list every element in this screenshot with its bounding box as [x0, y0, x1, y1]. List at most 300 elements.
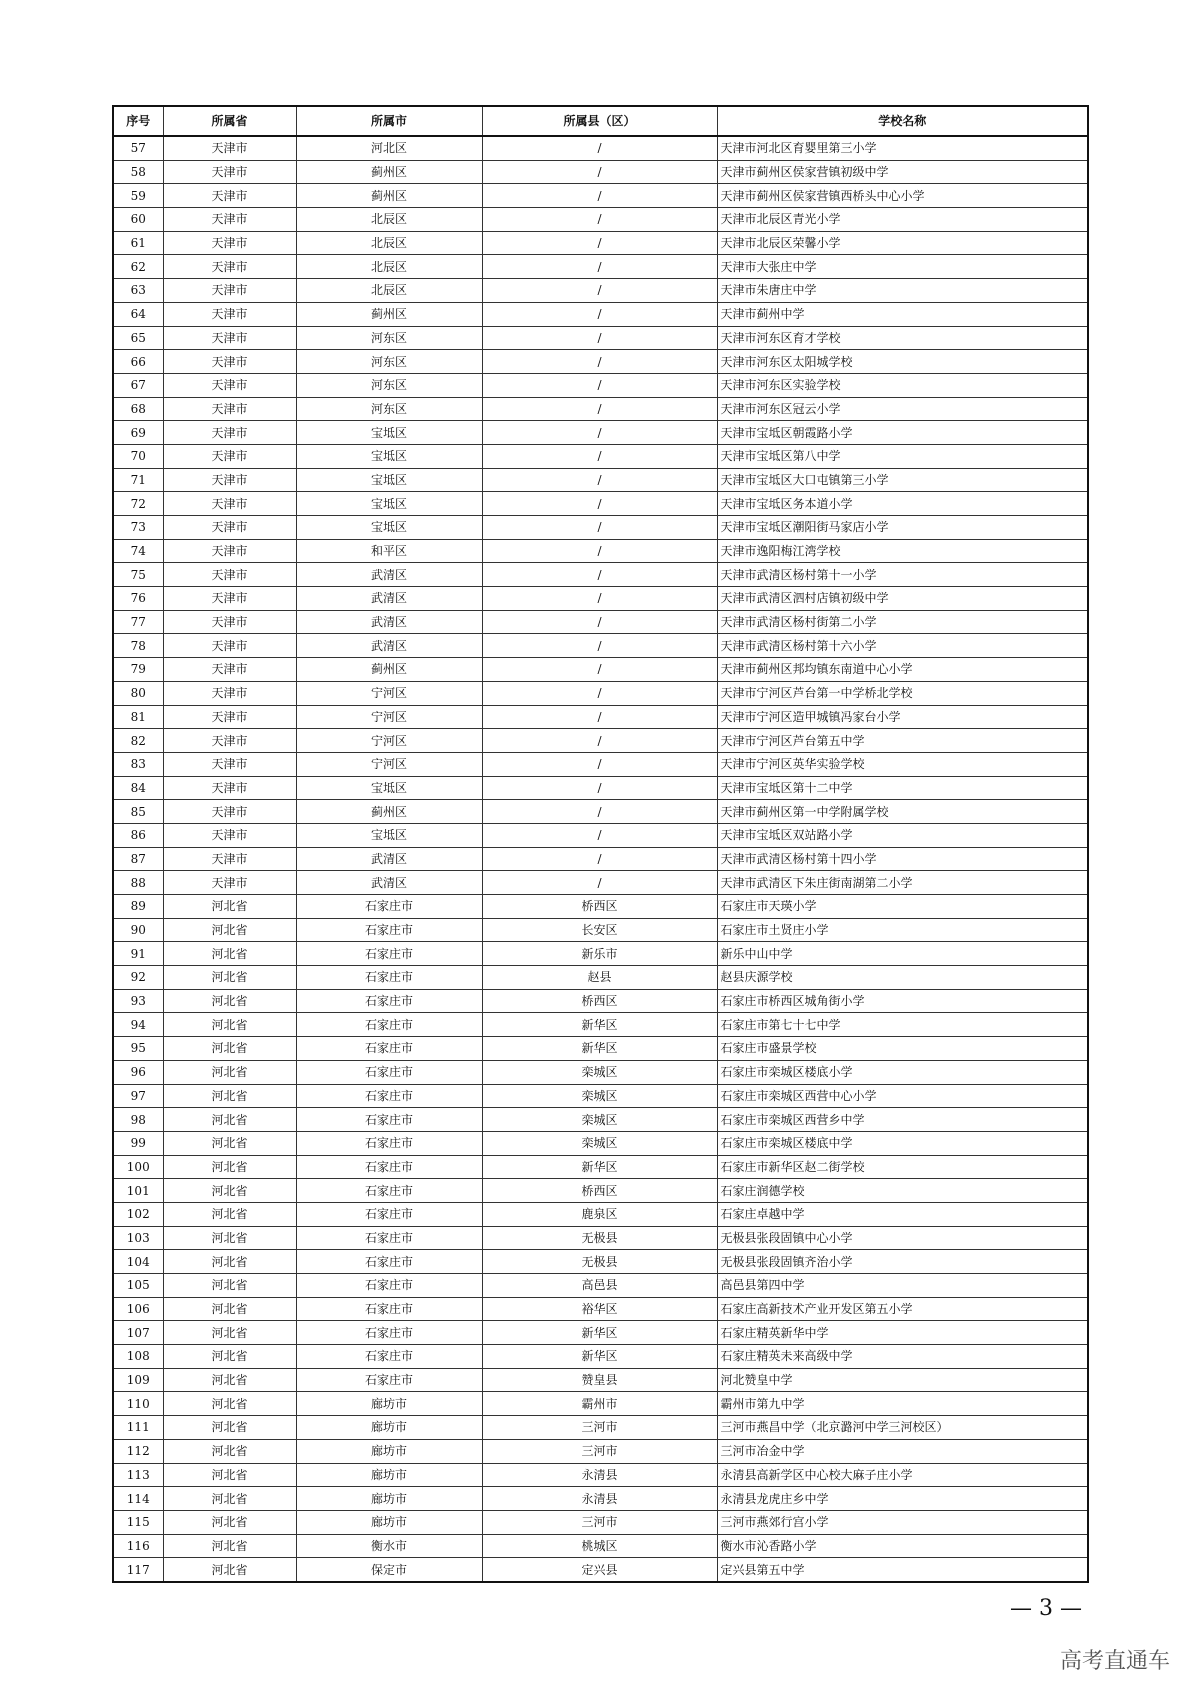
- cell-province: 天津市: [163, 208, 296, 232]
- table-row: [113, 539, 1088, 563]
- cell-province: 天津市: [163, 255, 296, 279]
- cell-province: 天津市: [163, 136, 296, 160]
- table-row: [113, 1060, 1088, 1084]
- cell-school-name: 天津市宝坻区第八中学: [717, 444, 1088, 468]
- cell-county: /: [482, 610, 717, 634]
- cell-school-name: 天津市逸阳梅江湾学校: [717, 539, 1088, 563]
- cell-province: 天津市: [163, 705, 296, 729]
- table-row: [113, 1439, 1088, 1463]
- cell-school-name: 天津市武清区杨村第十四小学: [717, 847, 1088, 871]
- cell-school-name: 石家庄市盛景学校: [717, 1037, 1088, 1061]
- cell-school-name: 石家庄精英新华中学: [717, 1321, 1088, 1345]
- cell-province: 河北省: [163, 1463, 296, 1487]
- cell-city: 廊坊市: [296, 1463, 482, 1487]
- cell-city: 石家庄市: [296, 918, 482, 942]
- cell-city: 石家庄市: [296, 1321, 482, 1345]
- cell-index: 102: [113, 1202, 163, 1226]
- cell-index: 70: [113, 444, 163, 468]
- cell-county: /: [482, 326, 717, 350]
- cell-school-name: 石家庄市土贤庄小学: [717, 918, 1088, 942]
- cell-county: /: [482, 587, 717, 611]
- cell-city: 廊坊市: [296, 1439, 482, 1463]
- cell-county: 高邑县: [482, 1274, 717, 1298]
- cell-city: 宝坻区: [296, 421, 482, 445]
- cell-city: 北辰区: [296, 208, 482, 232]
- cell-county: /: [482, 658, 717, 682]
- cell-province: 天津市: [163, 847, 296, 871]
- cell-city: 武清区: [296, 587, 482, 611]
- cell-province: 河北省: [163, 1534, 296, 1558]
- table-row: [113, 895, 1088, 919]
- cell-index: 63: [113, 279, 163, 303]
- cell-school-name: 石家庄市桥西区城角街小学: [717, 989, 1088, 1013]
- cell-city: 宁河区: [296, 705, 482, 729]
- table-row: [113, 681, 1088, 705]
- cell-index: 108: [113, 1345, 163, 1369]
- cell-school-name: 天津市宁河区英华实验学校: [717, 752, 1088, 776]
- table-row: [113, 1558, 1088, 1582]
- cell-province: 天津市: [163, 160, 296, 184]
- cell-school-name: 天津市宝坻区第十二中学: [717, 776, 1088, 800]
- table-row: [113, 1463, 1088, 1487]
- cell-school-name: 石家庄市栾城区楼底中学: [717, 1131, 1088, 1155]
- cell-province: 天津市: [163, 681, 296, 705]
- cell-school-name: 天津市宝坻区潮阳街马家店小学: [717, 516, 1088, 540]
- cell-index: 98: [113, 1108, 163, 1132]
- table-row: [113, 1084, 1088, 1108]
- header-county: 所属县（区）: [482, 106, 717, 136]
- cell-school-name: 永清县高新学区中心校大麻子庄小学: [717, 1463, 1088, 1487]
- cell-city: 蓟州区: [296, 800, 482, 824]
- cell-city: 河东区: [296, 326, 482, 350]
- table-row: [113, 729, 1088, 753]
- cell-index: 84: [113, 776, 163, 800]
- cell-index: 76: [113, 587, 163, 611]
- cell-province: 河北省: [163, 1108, 296, 1132]
- cell-school-name: 天津市宝坻区双站路小学: [717, 823, 1088, 847]
- cell-index: 114: [113, 1487, 163, 1511]
- cell-index: 64: [113, 302, 163, 326]
- cell-school-name: 天津市宝坻区大口屯镇第三小学: [717, 468, 1088, 492]
- cell-city: 石家庄市: [296, 1108, 482, 1132]
- cell-province: 河北省: [163, 1558, 296, 1582]
- cell-city: 武清区: [296, 610, 482, 634]
- cell-county: 永清县: [482, 1487, 717, 1511]
- cell-city: 石家庄市: [296, 1297, 482, 1321]
- cell-city: 北辰区: [296, 255, 482, 279]
- cell-city: 和平区: [296, 539, 482, 563]
- cell-index: 93: [113, 989, 163, 1013]
- cell-province: 河北省: [163, 1155, 296, 1179]
- cell-index: 75: [113, 563, 163, 587]
- cell-city: 蓟州区: [296, 160, 482, 184]
- cell-province: 天津市: [163, 587, 296, 611]
- cell-province: 河北省: [163, 1368, 296, 1392]
- cell-city: 石家庄市: [296, 1084, 482, 1108]
- cell-index: 77: [113, 610, 163, 634]
- cell-county: /: [482, 729, 717, 753]
- cell-county: /: [482, 373, 717, 397]
- cell-county: 桥西区: [482, 895, 717, 919]
- cell-school-name: 天津市北辰区荣馨小学: [717, 231, 1088, 255]
- table-row: [113, 1226, 1088, 1250]
- cell-county: /: [482, 539, 717, 563]
- cell-county: /: [482, 160, 717, 184]
- cell-province: 天津市: [163, 516, 296, 540]
- cell-school-name: 石家庄市栾城区西营乡中学: [717, 1108, 1088, 1132]
- cell-city: 蓟州区: [296, 658, 482, 682]
- cell-city: 河北区: [296, 136, 482, 160]
- cell-school-name: 高邑县第四中学: [717, 1274, 1088, 1298]
- cell-city: 石家庄市: [296, 1155, 482, 1179]
- cell-index: 78: [113, 634, 163, 658]
- cell-province: 河北省: [163, 1392, 296, 1416]
- cell-school-name: 天津市蓟州区第一中学附属学校: [717, 800, 1088, 824]
- cell-school-name: 石家庄市第七十七中学: [717, 1013, 1088, 1037]
- table-row: [113, 918, 1088, 942]
- cell-province: 河北省: [163, 1274, 296, 1298]
- cell-index: 113: [113, 1463, 163, 1487]
- cell-city: 石家庄市: [296, 966, 482, 990]
- cell-city: 石家庄市: [296, 1013, 482, 1037]
- table-row: [113, 705, 1088, 729]
- cell-index: 87: [113, 847, 163, 871]
- cell-province: 天津市: [163, 397, 296, 421]
- cell-province: 天津市: [163, 776, 296, 800]
- cell-school-name: 新乐中山中学: [717, 942, 1088, 966]
- cell-index: 80: [113, 681, 163, 705]
- cell-province: 河北省: [163, 1060, 296, 1084]
- table-row: [113, 1013, 1088, 1037]
- cell-index: 85: [113, 800, 163, 824]
- cell-county: /: [482, 208, 717, 232]
- cell-index: 73: [113, 516, 163, 540]
- cell-city: 石家庄市: [296, 1345, 482, 1369]
- cell-province: 河北省: [163, 1510, 296, 1534]
- table-row: [113, 208, 1088, 232]
- cell-county: 新乐市: [482, 942, 717, 966]
- cell-city: 北辰区: [296, 231, 482, 255]
- table-row: [113, 752, 1088, 776]
- cell-school-name: 天津市宁河区芦台第五中学: [717, 729, 1088, 753]
- table-row: [113, 847, 1088, 871]
- cell-county: 新华区: [482, 1345, 717, 1369]
- cell-province: 天津市: [163, 823, 296, 847]
- cell-province: 天津市: [163, 326, 296, 350]
- cell-city: 石家庄市: [296, 1202, 482, 1226]
- table-row: [113, 800, 1088, 824]
- table-row: [113, 823, 1088, 847]
- cell-province: 天津市: [163, 350, 296, 374]
- cell-index: 62: [113, 255, 163, 279]
- cell-province: 河北省: [163, 942, 296, 966]
- table-row: [113, 1321, 1088, 1345]
- cell-province: 河北省: [163, 1345, 296, 1369]
- cell-city: 石家庄市: [296, 1226, 482, 1250]
- cell-province: 天津市: [163, 421, 296, 445]
- table-row: [113, 776, 1088, 800]
- cell-index: 71: [113, 468, 163, 492]
- cell-school-name: 天津市宝坻区务本道小学: [717, 492, 1088, 516]
- cell-county: /: [482, 563, 717, 587]
- cell-county: /: [482, 492, 717, 516]
- table-row: [113, 1345, 1088, 1369]
- cell-province: 天津市: [163, 752, 296, 776]
- cell-county: 定兴县: [482, 1558, 717, 1582]
- cell-province: 河北省: [163, 989, 296, 1013]
- cell-province: 河北省: [163, 1131, 296, 1155]
- cell-school-name: 霸州市第九中学: [717, 1392, 1088, 1416]
- cell-province: 天津市: [163, 539, 296, 563]
- cell-index: 95: [113, 1037, 163, 1061]
- cell-county: 长安区: [482, 918, 717, 942]
- table-row: [113, 587, 1088, 611]
- table-row: [113, 516, 1088, 540]
- cell-school-name: 石家庄精英未来高级中学: [717, 1345, 1088, 1369]
- cell-county: 新华区: [482, 1321, 717, 1345]
- cell-county: /: [482, 397, 717, 421]
- cell-city: 廊坊市: [296, 1392, 482, 1416]
- cell-province: 河北省: [163, 918, 296, 942]
- table-row: [113, 1274, 1088, 1298]
- cell-county: 三河市: [482, 1439, 717, 1463]
- cell-province: 河北省: [163, 966, 296, 990]
- cell-index: 97: [113, 1084, 163, 1108]
- cell-county: 栾城区: [482, 1108, 717, 1132]
- cell-county: /: [482, 516, 717, 540]
- cell-county: 裕华区: [482, 1297, 717, 1321]
- cell-city: 石家庄市: [296, 895, 482, 919]
- header-school-name: 学校名称: [717, 106, 1088, 136]
- cell-index: 100: [113, 1155, 163, 1179]
- cell-county: 新华区: [482, 1037, 717, 1061]
- table-row: [113, 279, 1088, 303]
- cell-province: 河北省: [163, 895, 296, 919]
- cell-city: 宝坻区: [296, 444, 482, 468]
- header-index: 序号: [113, 106, 163, 136]
- cell-province: 天津市: [163, 800, 296, 824]
- cell-school-name: 天津市河东区太阳城学校: [717, 350, 1088, 374]
- cell-county: 霸州市: [482, 1392, 717, 1416]
- cell-county: 桥西区: [482, 1179, 717, 1203]
- cell-county: 鹿泉区: [482, 1202, 717, 1226]
- cell-school-name: 三河市冶金中学: [717, 1439, 1088, 1463]
- cell-index: 115: [113, 1510, 163, 1534]
- table-row: [113, 1155, 1088, 1179]
- cell-province: 天津市: [163, 634, 296, 658]
- cell-province: 天津市: [163, 279, 296, 303]
- cell-school-name: 天津市宝坻区朝霞路小学: [717, 421, 1088, 445]
- cell-county: 无极县: [482, 1226, 717, 1250]
- cell-index: 81: [113, 705, 163, 729]
- cell-province: 天津市: [163, 729, 296, 753]
- cell-county: /: [482, 136, 717, 160]
- cell-city: 石家庄市: [296, 1368, 482, 1392]
- watermark: 高考直通车: [1060, 1649, 1171, 1674]
- cell-city: 蓟州区: [296, 302, 482, 326]
- table-row: [113, 1108, 1088, 1132]
- cell-county: 栾城区: [482, 1084, 717, 1108]
- cell-city: 廊坊市: [296, 1510, 482, 1534]
- cell-province: 天津市: [163, 302, 296, 326]
- cell-city: 宝坻区: [296, 823, 482, 847]
- cell-school-name: 天津市蓟州区邦均镇东南道中心小学: [717, 658, 1088, 682]
- cell-index: 86: [113, 823, 163, 847]
- cell-school-name: 天津市蓟州区侯家营镇初级中学: [717, 160, 1088, 184]
- cell-county: 桃城区: [482, 1534, 717, 1558]
- cell-city: 石家庄市: [296, 989, 482, 1013]
- table-row: [113, 1297, 1088, 1321]
- cell-province: 天津市: [163, 871, 296, 895]
- cell-city: 蓟州区: [296, 184, 482, 208]
- cell-index: 94: [113, 1013, 163, 1037]
- cell-index: 68: [113, 397, 163, 421]
- table-row: [113, 160, 1088, 184]
- cell-school-name: 天津市武清区杨村街第二小学: [717, 610, 1088, 634]
- cell-school-name: 定兴县第五中学: [717, 1558, 1088, 1582]
- table-row: [113, 492, 1088, 516]
- cell-county: /: [482, 255, 717, 279]
- cell-city: 石家庄市: [296, 1250, 482, 1274]
- table-row: [113, 184, 1088, 208]
- table-row: [113, 1131, 1088, 1155]
- cell-school-name: 石家庄市栾城区楼底小学: [717, 1060, 1088, 1084]
- cell-city: 石家庄市: [296, 1131, 482, 1155]
- cell-county: /: [482, 823, 717, 847]
- table-row: [113, 1534, 1088, 1558]
- cell-county: /: [482, 302, 717, 326]
- cell-school-name: 天津市蓟州中学: [717, 302, 1088, 326]
- cell-school-name: 天津市河北区育婴里第三小学: [717, 136, 1088, 160]
- cell-province: 河北省: [163, 1179, 296, 1203]
- cell-school-name: 天津市武清区泗村店镇初级中学: [717, 587, 1088, 611]
- cell-city: 廊坊市: [296, 1416, 482, 1440]
- table-row: [113, 1202, 1088, 1226]
- table-row: [113, 563, 1088, 587]
- cell-province: 河北省: [163, 1416, 296, 1440]
- cell-school-name: 天津市河东区冠云小学: [717, 397, 1088, 421]
- cell-province: 天津市: [163, 184, 296, 208]
- cell-city: 宝坻区: [296, 776, 482, 800]
- cell-county: 三河市: [482, 1416, 717, 1440]
- table-row: [113, 634, 1088, 658]
- cell-school-name: 永清县龙虎庄乡中学: [717, 1487, 1088, 1511]
- cell-county: 赵县: [482, 966, 717, 990]
- cell-index: 82: [113, 729, 163, 753]
- cell-school-name: 天津市武清区杨村第十六小学: [717, 634, 1088, 658]
- cell-county: 三河市: [482, 1510, 717, 1534]
- cell-index: 104: [113, 1250, 163, 1274]
- table-row: [113, 397, 1088, 421]
- cell-county: /: [482, 752, 717, 776]
- cell-province: 天津市: [163, 492, 296, 516]
- cell-index: 58: [113, 160, 163, 184]
- cell-city: 衡水市: [296, 1534, 482, 1558]
- table-row: [113, 302, 1088, 326]
- cell-province: 河北省: [163, 1297, 296, 1321]
- cell-county: 桥西区: [482, 989, 717, 1013]
- cell-school-name: 赵县庆源学校: [717, 966, 1088, 990]
- cell-city: 北辰区: [296, 279, 482, 303]
- cell-index: 83: [113, 752, 163, 776]
- cell-province: 河北省: [163, 1439, 296, 1463]
- cell-school-name: 天津市武清区下朱庄街南湖第二小学: [717, 871, 1088, 895]
- cell-county: 新华区: [482, 1013, 717, 1037]
- cell-province: 天津市: [163, 563, 296, 587]
- table-row: [113, 966, 1088, 990]
- cell-province: 河北省: [163, 1037, 296, 1061]
- cell-school-name: 天津市北辰区青光小学: [717, 208, 1088, 232]
- table-row: [113, 350, 1088, 374]
- cell-county: 新华区: [482, 1155, 717, 1179]
- cell-index: 105: [113, 1274, 163, 1298]
- cell-province: 天津市: [163, 658, 296, 682]
- table-row: [113, 871, 1088, 895]
- cell-city: 廊坊市: [296, 1487, 482, 1511]
- cell-province: 河北省: [163, 1202, 296, 1226]
- cell-county: /: [482, 421, 717, 445]
- cell-city: 宁河区: [296, 681, 482, 705]
- cell-index: 107: [113, 1321, 163, 1345]
- table-row: [113, 1487, 1088, 1511]
- cell-county: /: [482, 634, 717, 658]
- cell-county: /: [482, 705, 717, 729]
- header-city: 所属市: [296, 106, 482, 136]
- cell-school-name: 三河市燕郊行宫小学: [717, 1510, 1088, 1534]
- cell-index: 117: [113, 1558, 163, 1582]
- header-row: [113, 106, 1088, 136]
- cell-city: 石家庄市: [296, 1037, 482, 1061]
- cell-school-name: 天津市宁河区芦台第一中学桥北学校: [717, 681, 1088, 705]
- cell-county: /: [482, 184, 717, 208]
- table-row: [113, 989, 1088, 1013]
- cell-county: 赞皇县: [482, 1368, 717, 1392]
- table-row: [113, 1392, 1088, 1416]
- cell-county: /: [482, 444, 717, 468]
- cell-index: 72: [113, 492, 163, 516]
- table-row: [113, 255, 1088, 279]
- cell-school-name: 石家庄高新技术产业开发区第五小学: [717, 1297, 1088, 1321]
- cell-city: 河东区: [296, 350, 482, 374]
- cell-county: /: [482, 681, 717, 705]
- cell-school-name: 石家庄市栾城区西营中心小学: [717, 1084, 1088, 1108]
- cell-school-name: 天津市宁河区造甲城镇冯家台小学: [717, 705, 1088, 729]
- cell-index: 111: [113, 1416, 163, 1440]
- cell-index: 65: [113, 326, 163, 350]
- cell-school-name: 石家庄市新华区赵二街学校: [717, 1155, 1088, 1179]
- cell-index: 112: [113, 1439, 163, 1463]
- cell-index: 103: [113, 1226, 163, 1250]
- cell-county: /: [482, 279, 717, 303]
- cell-province: 河北省: [163, 1487, 296, 1511]
- table-row: [113, 1510, 1088, 1534]
- cell-city: 保定市: [296, 1558, 482, 1582]
- cell-province: 天津市: [163, 468, 296, 492]
- cell-school-name: 衡水市沁香路小学: [717, 1534, 1088, 1558]
- cell-county: 永清县: [482, 1463, 717, 1487]
- cell-index: 61: [113, 231, 163, 255]
- cell-county: /: [482, 776, 717, 800]
- cell-city: 河东区: [296, 397, 482, 421]
- table-row: [113, 136, 1088, 160]
- cell-index: 90: [113, 918, 163, 942]
- cell-county: /: [482, 468, 717, 492]
- cell-city: 宁河区: [296, 729, 482, 753]
- table-header: [113, 106, 1088, 136]
- cell-city: 武清区: [296, 847, 482, 871]
- cell-province: 天津市: [163, 444, 296, 468]
- cell-province: 河北省: [163, 1084, 296, 1108]
